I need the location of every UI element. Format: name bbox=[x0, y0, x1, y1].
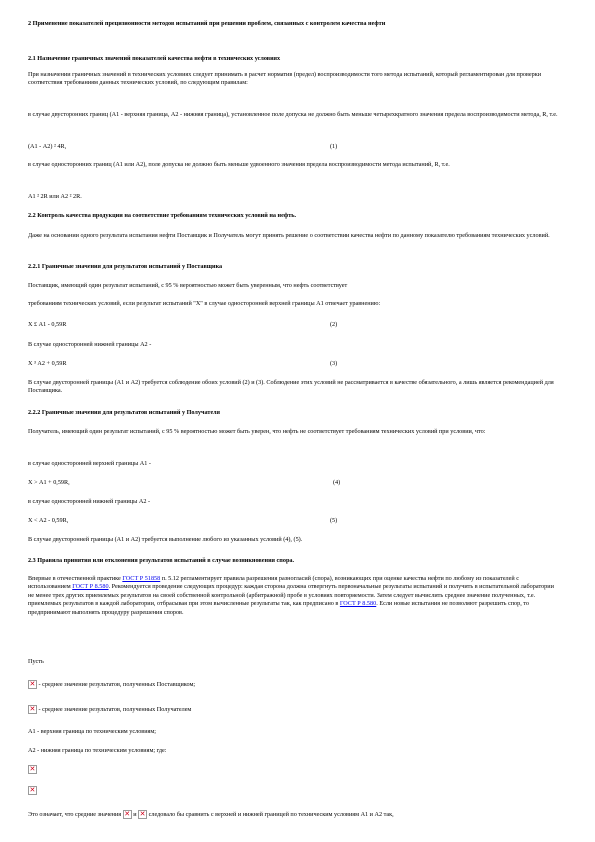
link-gost-r-51858[interactable]: ГОСТ Р 51858 bbox=[122, 575, 161, 582]
paragraph-2-1-two-sided: в случае двусторонних границ (А1 - верхняя граница, А2 - нижняя граница), установленное поле допуска не должно быть меньше четырехкратного значения предела воспроизводимости метода, R, т.е. bbox=[28, 111, 558, 118]
broken-image-icon bbox=[138, 810, 147, 819]
paragraph-2-2-2-b: в случае односторонней верхней границы А1 - bbox=[28, 460, 151, 467]
paragraph-2-2-1-a: Поставщик, имеющий один результат испытаний, с 95 % вероятностью может быть уверенным, что нефть соответствует bbox=[28, 282, 348, 289]
heading-2-2-1: 2.2.1 Граничные значения для результатов испытаний у Поставщика bbox=[28, 263, 223, 270]
definition-receiver-text: - среднее значение результатов, полученных Получателем bbox=[37, 705, 192, 713]
broken-image-icon bbox=[28, 680, 37, 689]
paragraph-2-1-one-sided: в случае односторонних границ (А1 или А2), поле допуска не должно быть меньше удвоенного значения предела воспроизводимости метода испытаний, R, т.е. bbox=[28, 161, 450, 168]
broken-image-icon bbox=[28, 705, 37, 714]
paragraph-2-2-1-d: В случае двусторонней границы (А1 и А2) требуется соблюдение обоих условий (2) и (3). Соблюдение этих условий не рассматривается в качестве обязательного, а лишь является рекомендацией для Поставщика. bbox=[28, 379, 554, 395]
link-gost-r-8-580[interactable]: ГОСТ Р 8.580 bbox=[72, 583, 109, 591]
formula-4-text: Х > А1 + 0,59R, bbox=[28, 479, 70, 486]
heading-2-2: 2.2 Контроль качества продукции на соответствие требованиям технических условий на нефть. bbox=[28, 212, 297, 219]
formula-4-number: (4) bbox=[333, 479, 341, 486]
paragraph-2-2-1-b: требованиям технических условий, если результат испытаний "Х" в случае односторонней верхней границы А1 отвечает уравнению: bbox=[28, 300, 381, 307]
paragraph-2-3-text-b: п. 5.12 регламентирует правила разрешения разногласий (спора), возникающих при оценке качества нефти по любому из показателей с использованием bbox=[28, 575, 519, 591]
conclusion-text-c: следовало бы сравнить с верхней и нижней границей по техническим условиям А1 и А2 так, bbox=[147, 810, 394, 818]
broken-image-icon bbox=[28, 765, 37, 774]
broken-image-icon bbox=[123, 810, 132, 819]
heading-2-1: 2.1 Назначение граничных значений показателей качества нефти в технических условиях bbox=[28, 55, 281, 62]
formula-1-number: (1) bbox=[330, 143, 338, 150]
paragraph-2-3 bbox=[28, 575, 558, 617]
paragraph-2-2-2-c: в случае односторонней нижней границы А2 - bbox=[28, 498, 151, 505]
link-gost-r-8-580-second[interactable]: ГОСТ Р 8.580 bbox=[339, 600, 377, 608]
paragraph-2-2: Даже на основании одного результата испытания нефти Поставщик и Получатель могут принять решение о соответствии качества нефти по данному показателю требованиям технических условий. bbox=[28, 232, 550, 239]
paragraph-2-3-text-c: . Рекомендуется проведение следующих процедур: каждая сторона должна отвергнуть первоначальные результаты испытаний и получить в испытательной лаборатории не менее трех других приемлемых результатов на своей собственной контрольной (арбитражной) пробе в условиях повторяемости. Затем следует вычислить среднее значение полученных, т.е. приемлемых результатов в каждой лаборатории, отбрасывая при этом вычисленные результаты так, как предписано в bbox=[28, 583, 554, 608]
formula-1 bbox=[28, 143, 558, 151]
formula-4 bbox=[28, 479, 558, 487]
section-heading: 2 Применение показателей прецизионности методов испытаний при решении проблем, связанных с контролем качества нефти bbox=[28, 20, 386, 27]
definition-lower-limit: А2 - нижняя граница по техническим условиям; где: bbox=[28, 747, 167, 754]
formula-2 bbox=[28, 321, 558, 329]
paragraph-2-3-text-a: Впервые в отечественной практике bbox=[28, 575, 123, 582]
paragraph-2-3-text-d: . Если новые испытания не позволяют разрешить спор, то предпринимают выполнять процедуру разрешения споров. bbox=[28, 600, 530, 616]
paragraph-2-2-2-d: В случае двусторонней границы (А1 и А2) требуется выполнение любого из указанных условий (4), (5). bbox=[28, 536, 303, 543]
definition-supplier-text: - среднее значение результатов, полученных Поставщиком; bbox=[37, 680, 196, 688]
conclusion-text-a: Это означает, что средние значения bbox=[28, 810, 123, 818]
paragraph-2-2-1-c: В случае односторонней нижней границы А2 - bbox=[28, 341, 152, 348]
heading-2-3: 2.3 Правила принятия или отклонения результатов испытаний в случае возникновения спора. bbox=[28, 557, 295, 564]
formula-5 bbox=[28, 517, 558, 525]
formula-image-placeholder bbox=[28, 765, 558, 774]
formula-image-placeholder bbox=[28, 786, 558, 795]
formula-5-number: (5) bbox=[330, 517, 338, 524]
paragraph-let: Пусть bbox=[28, 658, 44, 665]
formula-2-text: Х £ А1 - 0,59R bbox=[28, 321, 67, 328]
conclusion-text-b: и bbox=[131, 810, 139, 818]
definition-supplier-mean bbox=[28, 680, 558, 689]
definition-upper-limit: А1 - верхняя граница по техническим условиям; bbox=[28, 728, 157, 735]
definition-receiver-mean bbox=[28, 705, 558, 714]
formula-3-number: (3) bbox=[330, 360, 338, 367]
formula-5-text: Х < А2 - 0,59R, bbox=[28, 517, 69, 524]
broken-image-icon bbox=[28, 786, 37, 795]
paragraph-2-1-intro: При назначении граничных значений в технических условиях следует принимать в расчет норматив (предел) воспроизводимости того метода испытаний, который регламентирован для проверки соответствия требованиям данных технических условий, по следующим правилам: bbox=[28, 71, 542, 87]
formula-3-text: Х ³ А2 + 0,59R bbox=[28, 360, 67, 367]
formula-1b: А1 ² 2R или А2 ² 2R. bbox=[28, 193, 82, 200]
paragraph-2-2-2-a: Получатель, имеющий один результат испытаний, с 95 % вероятностью может быть уверен, что нефть не соответствует требованиям технических условий при условии, что: bbox=[28, 428, 486, 435]
paragraph-conclusion bbox=[28, 810, 558, 819]
formula-2-number: (2) bbox=[330, 321, 338, 328]
formula-3 bbox=[28, 360, 558, 368]
formula-1-text: (А1 - А2) ² 4R, bbox=[28, 143, 67, 150]
heading-2-2-2: 2.2.2 Граничные значения для результатов испытаний у Получателя bbox=[28, 409, 221, 416]
